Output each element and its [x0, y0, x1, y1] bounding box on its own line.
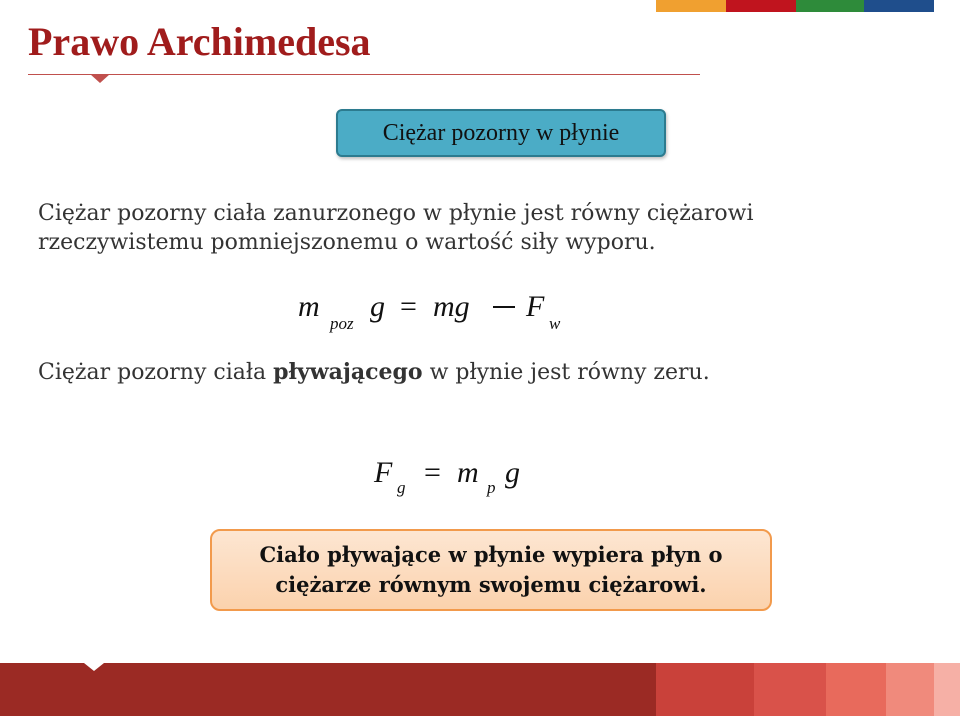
floating-body-paragraph: [38, 358, 938, 387]
eq1-m: m: [298, 290, 320, 323]
title-underline: [28, 74, 700, 75]
title-underline-notch: [90, 74, 110, 83]
bottom-band-red: [754, 663, 826, 716]
bottom-band-notch: [84, 663, 104, 671]
callout-line-2: ciężarze równym swojemu ciężarowi.: [275, 572, 707, 597]
bottom-band-mid: [656, 663, 754, 716]
eq2-F-subscript: g: [397, 478, 406, 497]
p2-before: Ciężar pozorny ciała: [38, 360, 274, 385]
eq1-equals: =: [400, 290, 417, 323]
topic-badge: Ciężar pozorny w płynie: [336, 109, 666, 157]
eq1-minus: [494, 285, 511, 319]
eq1-mg: mg: [433, 290, 470, 323]
eq1-g: g: [370, 290, 385, 323]
eq2-F: F: [374, 456, 393, 489]
eq2-m-subscript: p: [487, 478, 496, 497]
eq1-m-subscript: poz: [330, 314, 354, 333]
top-accent-green: [796, 0, 864, 12]
conclusion-callout: [210, 529, 772, 611]
bottom-band-lighter: [886, 663, 934, 716]
slide-title: Prawo Archimedesa: [28, 19, 371, 64]
eq1-F-subscript: w: [549, 314, 561, 333]
eq1-minus-bar: [493, 306, 515, 308]
eq1-F: F: [526, 290, 545, 323]
top-accent-blue: [864, 0, 934, 12]
bottom-band-light: [826, 663, 886, 716]
eq2-equals: =: [424, 456, 441, 489]
top-accent-orange: [656, 0, 726, 12]
eq2-m: m: [457, 456, 479, 489]
bottom-band-lightest: [934, 663, 960, 716]
eq2-g: g: [505, 456, 520, 489]
callout-line-1: Ciało pływające w płynie wypiera płyn o: [259, 542, 723, 567]
definition-paragraph: Ciężar pozorny ciała zanurzonego w płynie jest równy ciężarowi rzeczywistemu pomniejszonemu o wartość siły wyporu.: [38, 201, 754, 255]
p2-bold: pływającego: [273, 359, 423, 385]
p2-after: w płynie jest równy zeru.: [422, 360, 710, 385]
top-accent-red: [726, 0, 796, 12]
bottom-band: [0, 663, 960, 716]
